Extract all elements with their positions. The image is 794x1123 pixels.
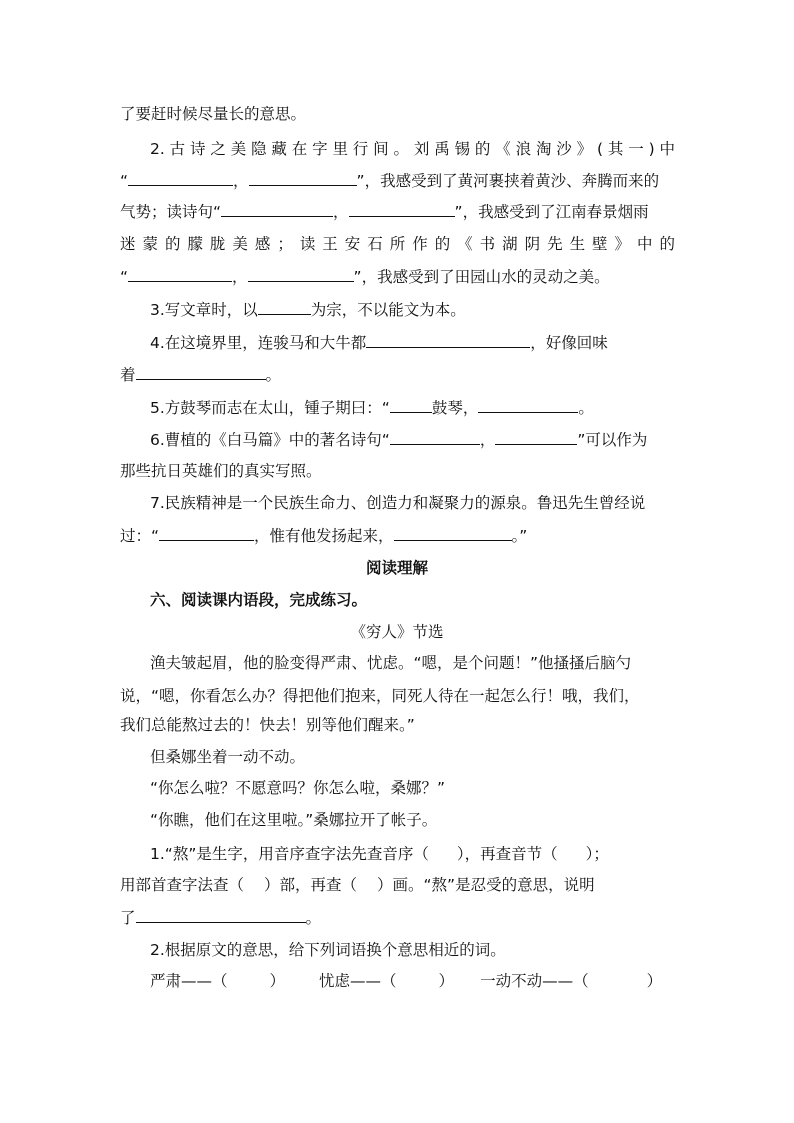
q1-tail-text: 了要赶时候尽量长的意思。 — [120, 105, 307, 123]
answer-blank[interactable] — [394, 523, 512, 541]
q4-line-2: 着 。 — [120, 362, 675, 386]
q3-line: 3.写文章时，以 为宗，不以能文为本。 — [150, 297, 675, 321]
answer-blank[interactable] — [128, 264, 232, 282]
r1-line-3: 了 。 — [120, 905, 675, 929]
passage-line-5: “你怎么啦？不愿意吗？你怎么啦，桑娜？” — [150, 779, 446, 797]
answer-blank[interactable] — [136, 362, 266, 380]
passage-line-4: 但桑娜坐着一动不动。 — [150, 748, 306, 766]
passage-line-3: 我们总能熬过去的！快去！别等他们醒来。” — [120, 716, 415, 734]
answer-blank[interactable] — [258, 297, 311, 315]
passage-line-2: 说，“嗯，你看怎么办？得把他们抱来，同死人待在一起怎么行！哦，我们， — [120, 687, 640, 705]
q2-line-5: “ ， ”，我感受到了田园山水的灵动之美。 — [120, 264, 675, 288]
part6-heading: 六、阅读课内语段，完成练习。 — [150, 591, 368, 609]
answer-blank[interactable] — [478, 395, 578, 413]
q6-line-1: 6.曹植的《白马篇》中的著名诗句“ ， ”可以作为 — [150, 427, 675, 451]
answer-blank[interactable] — [249, 168, 357, 186]
q2-line-4: 迷蒙的朦胧美感；读王安石所作的《书湖阴先生壁》中的 — [120, 235, 675, 253]
passage-title: 《穷人》节选 — [350, 623, 444, 641]
passage-line-1: 渔夫皱起眉，他的脸变得严肃、忧虑。“嗯，是个问题！”他搔搔后脑勺 — [150, 654, 632, 672]
q7-line-2: 过：“ ，惟有他发扬起来， 。” — [120, 523, 675, 547]
section-title: 阅读理解 — [365, 559, 428, 577]
r2-question: 2.根据原文的意思，给下列词语换个意思相近的词。 — [150, 941, 506, 959]
answer-blank[interactable] — [366, 330, 530, 348]
answer-blank[interactable] — [349, 199, 455, 217]
answer-blank[interactable] — [159, 523, 254, 541]
answer-blank[interactable] — [136, 905, 306, 923]
q7-line-1: 7.民族精神是一个民族生命力、创造力和凝聚力的源泉。鲁迅先生曾经说 — [150, 494, 646, 512]
q2-line-2: “ ， ”，我感受到了黄河裹挟着黄沙、奔腾而来的 — [120, 168, 675, 192]
answer-blank[interactable] — [128, 168, 233, 186]
answer-blank[interactable] — [390, 427, 480, 445]
answer-blank[interactable] — [495, 427, 577, 445]
r1-line-2: 用部首查字法查（ ）部，再查（ ）画。“熬”是忍受的意思，说明 — [120, 876, 595, 894]
r2-word-row: 严肃——（ ） 忧虑——（ ） 一动不动——（ ） — [150, 972, 663, 990]
q5-line: 5.方鼓琴而志在太山，锺子期曰：“ 鼓琴， 。 — [150, 395, 675, 419]
q4-line-1: 4.在这境界里，连骏马和大牛都 ，好像回味 — [150, 330, 675, 354]
passage-line-6: “你瞧，他们在这里啦。”桑娜拉开了帐子。 — [150, 811, 438, 829]
q2-line-1: 2.古诗之美隐藏在字里行间。刘禹锡的《浪淘沙》(其一)中 — [150, 140, 675, 158]
q2-line-3: 气势；读诗句“ ， ”，我感受到了江南春景烟雨 — [120, 199, 675, 223]
answer-blank[interactable] — [221, 199, 333, 217]
answer-blank[interactable] — [390, 395, 432, 413]
answer-blank[interactable] — [248, 264, 354, 282]
q6-line-2: 那些抗日英雄们的真实写照。 — [120, 462, 322, 480]
r1-line-1: 1.“熬”是生字，用音序查字法先查音序（ ），再查音节（ ）； — [150, 845, 609, 863]
